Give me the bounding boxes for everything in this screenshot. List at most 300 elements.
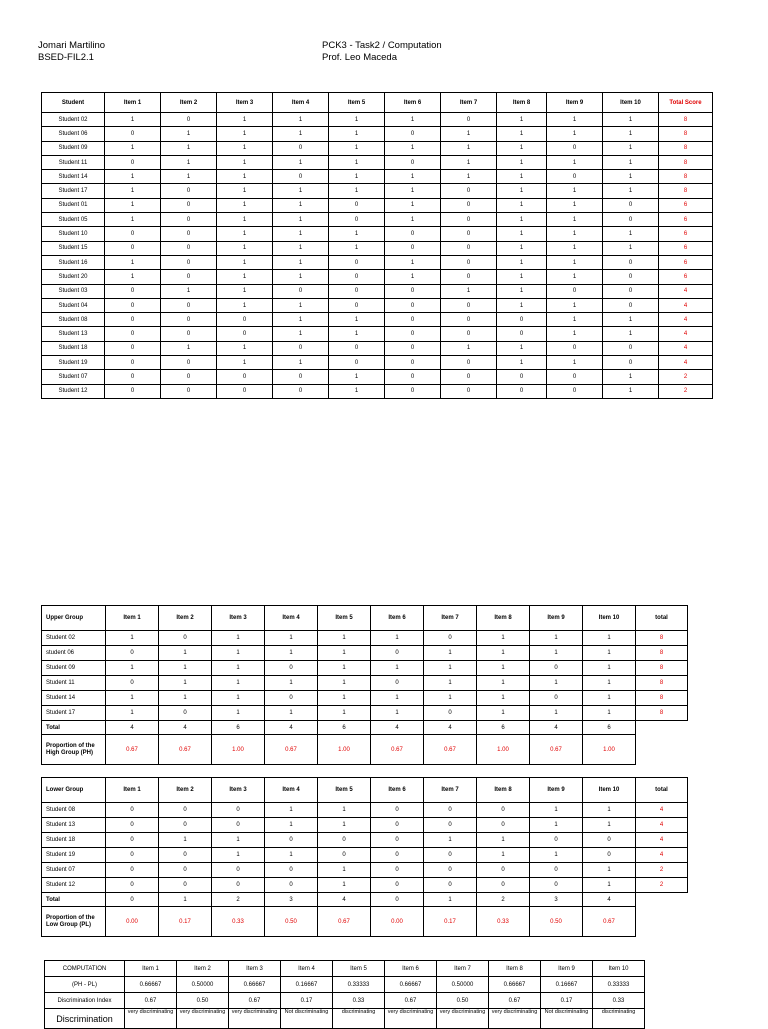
- score-cell: 1: [265, 631, 318, 646]
- table-row: [42, 198, 713, 212]
- value-cell: 0.33333: [593, 977, 645, 993]
- proportion-cell: 0.67: [318, 907, 371, 937]
- table-row: [42, 863, 688, 878]
- score-cell: 0: [161, 113, 217, 127]
- index-row: [45, 993, 645, 1009]
- proportion-cell: 0.67: [265, 735, 318, 765]
- score-cell: 0: [441, 213, 497, 227]
- score-cell: 1: [583, 863, 636, 878]
- score-cell: 1: [105, 213, 161, 227]
- score-cell: 1: [603, 227, 659, 241]
- diff-row: [45, 977, 645, 993]
- score-cell: 1: [273, 241, 329, 255]
- score-cell: 0: [441, 184, 497, 198]
- student-cell: Student 18: [42, 833, 106, 848]
- score-cell: 1: [318, 646, 371, 661]
- score-cell: 1: [547, 155, 603, 169]
- table-row: [42, 848, 688, 863]
- score-cell: 1: [273, 227, 329, 241]
- score-cell: 1: [583, 818, 636, 833]
- score-cell: 1: [217, 155, 273, 169]
- score-cell: 1: [105, 184, 161, 198]
- total-cell: 4: [583, 893, 636, 907]
- score-cell: 0: [424, 818, 477, 833]
- score-cell: 1: [217, 298, 273, 312]
- score-cell: 1: [318, 706, 371, 721]
- score-cell: 1: [477, 631, 530, 646]
- score-cell: 1: [547, 213, 603, 227]
- value-cell: very discriminating: [489, 1009, 541, 1029]
- score-cell: 0: [385, 284, 441, 298]
- student-cell: Student 11: [42, 155, 105, 169]
- score-cell: 0: [105, 341, 161, 355]
- column-header: Item 5: [318, 606, 371, 631]
- table-row: [42, 646, 688, 661]
- score-cell: 8: [659, 184, 713, 198]
- score-cell: 0: [371, 676, 424, 691]
- value-cell: very discriminating: [177, 1009, 229, 1029]
- score-cell: 0: [329, 341, 385, 355]
- score-cell: 6: [659, 241, 713, 255]
- score-cell: 1: [161, 141, 217, 155]
- task-title: PCK3 - Task2 / Computation: [322, 40, 442, 51]
- score-cell: 0: [424, 878, 477, 893]
- row-label: (PH - PL): [45, 977, 125, 993]
- score-cell: 0: [265, 878, 318, 893]
- student-cell: Student 20: [42, 270, 105, 284]
- score-cell: 0: [441, 356, 497, 370]
- column-header: Item 6: [371, 778, 424, 803]
- score-cell: 1: [603, 370, 659, 384]
- table-row: [42, 113, 713, 127]
- score-cell: 1: [217, 198, 273, 212]
- score-cell: 1: [603, 127, 659, 141]
- score-cell: 1: [318, 676, 371, 691]
- score-cell: 1: [217, 184, 273, 198]
- score-cell: 0: [217, 384, 273, 398]
- score-cell: 1: [273, 298, 329, 312]
- score-cell: 1: [385, 270, 441, 284]
- table-row: [42, 227, 713, 241]
- student-cell: Student 13: [42, 818, 106, 833]
- score-cell: 0: [603, 198, 659, 212]
- score-cell: 0: [441, 255, 497, 269]
- total-cell: 6: [212, 721, 265, 735]
- score-cell: 1: [385, 184, 441, 198]
- score-cell: 1: [497, 213, 547, 227]
- score-cell: 1: [329, 113, 385, 127]
- score-cell: 1: [159, 691, 212, 706]
- score-cell: 1: [603, 184, 659, 198]
- score-cell: 0: [371, 818, 424, 833]
- student-cell: Student 10: [42, 227, 105, 241]
- score-cell: 1: [547, 198, 603, 212]
- score-cell: 4: [659, 356, 713, 370]
- score-cell: 1: [329, 184, 385, 198]
- score-cell: 0: [497, 370, 547, 384]
- score-cell: 0: [105, 384, 161, 398]
- column-header: Item 8: [489, 961, 541, 977]
- total-cell: 1: [159, 893, 212, 907]
- student-cell: Student 17: [42, 184, 105, 198]
- score-cell: 1: [159, 833, 212, 848]
- score-cell: 1: [212, 848, 265, 863]
- score-cell: 1: [371, 631, 424, 646]
- score-cell: 0: [530, 691, 583, 706]
- score-cell: 1: [603, 170, 659, 184]
- score-cell: 8: [659, 170, 713, 184]
- student-cell: Student 14: [42, 170, 105, 184]
- column-header: Item 10: [583, 778, 636, 803]
- value-cell: very discriminating: [437, 1009, 489, 1029]
- score-cell: 1: [497, 127, 547, 141]
- score-cell: 1: [583, 676, 636, 691]
- score-cell: 1: [105, 270, 161, 284]
- student-cell: Student 12: [42, 878, 106, 893]
- score-cell: 4: [659, 298, 713, 312]
- student-cell: Student 06: [42, 127, 105, 141]
- column-header: Item 4: [265, 606, 318, 631]
- score-cell: 1: [603, 384, 659, 398]
- score-cell: 1: [371, 691, 424, 706]
- column-header: Item 9: [547, 93, 603, 113]
- score-cell: 6: [659, 270, 713, 284]
- score-cell: 0: [441, 227, 497, 241]
- proportion-label: Proportion of the Low Group (PL): [42, 907, 106, 937]
- score-cell: 1: [530, 818, 583, 833]
- score-cell: 0: [106, 803, 159, 818]
- score-cell: 1: [106, 631, 159, 646]
- score-cell: 1: [530, 676, 583, 691]
- score-cell: 0: [385, 356, 441, 370]
- score-cell: 1: [273, 270, 329, 284]
- score-cell: 1: [161, 170, 217, 184]
- score-cell: 0: [329, 270, 385, 284]
- score-cell: 0: [217, 370, 273, 384]
- score-cell: 1: [371, 706, 424, 721]
- score-cell: 1: [497, 341, 547, 355]
- total-cell: 4: [318, 893, 371, 907]
- score-cell: 1: [217, 170, 273, 184]
- score-cell: 1: [603, 155, 659, 169]
- column-header: Lower Group: [42, 778, 106, 803]
- score-cell: 0: [106, 833, 159, 848]
- column-header: Item 5: [329, 93, 385, 113]
- column-header: Item 4: [273, 93, 329, 113]
- student-cell: Student 03: [42, 284, 105, 298]
- score-cell: 1: [497, 270, 547, 284]
- score-cell: 0: [273, 141, 329, 155]
- score-cell: 1: [265, 676, 318, 691]
- score-cell: 8: [636, 676, 688, 691]
- score-cell: 1: [530, 848, 583, 863]
- score-cell: 1: [217, 270, 273, 284]
- score-cell: 1: [477, 646, 530, 661]
- score-cell: 1: [603, 241, 659, 255]
- value-cell: 0.67: [125, 993, 177, 1009]
- score-cell: 1: [105, 198, 161, 212]
- table-row: [42, 284, 713, 298]
- proportion-cell: 1.00: [318, 735, 371, 765]
- score-cell: 4: [636, 848, 688, 863]
- value-cell: 0.16667: [541, 977, 593, 993]
- column-header: Item 8: [477, 606, 530, 631]
- upper-group-table: [41, 605, 688, 765]
- score-cell: 0: [159, 631, 212, 646]
- score-cell: 1: [159, 646, 212, 661]
- score-cell: 0: [441, 298, 497, 312]
- score-cell: 1: [212, 661, 265, 676]
- score-cell: 1: [583, 691, 636, 706]
- score-cell: 0: [105, 284, 161, 298]
- score-cell: 0: [318, 848, 371, 863]
- value-cell: 0.16667: [281, 977, 333, 993]
- student-cell: Student 16: [42, 255, 105, 269]
- author-section: BSED-FIL2.1: [38, 52, 94, 63]
- score-cell: 8: [636, 706, 688, 721]
- value-cell: discriminating: [333, 1009, 385, 1029]
- score-cell: 1: [217, 227, 273, 241]
- score-cell: 0: [530, 833, 583, 848]
- score-cell: 0: [159, 863, 212, 878]
- score-cell: 1: [583, 631, 636, 646]
- score-cell: 1: [441, 127, 497, 141]
- score-cell: 0: [161, 298, 217, 312]
- score-cell: 1: [217, 241, 273, 255]
- score-cell: 1: [217, 356, 273, 370]
- column-header: Item 5: [333, 961, 385, 977]
- total-cell: 3: [265, 893, 318, 907]
- total-cell: 4: [106, 721, 159, 735]
- score-cell: 1: [424, 691, 477, 706]
- student-cell: Student 18: [42, 341, 105, 355]
- score-cell: 1: [212, 833, 265, 848]
- score-cell: 0: [603, 213, 659, 227]
- score-cell: 0: [603, 341, 659, 355]
- value-cell: Not discriminating: [541, 1009, 593, 1029]
- score-cell: 1: [273, 213, 329, 227]
- score-cell: 0: [212, 863, 265, 878]
- score-cell: 1: [497, 227, 547, 241]
- score-cell: 2: [636, 878, 688, 893]
- score-cell: 1: [318, 818, 371, 833]
- proportion-cell: 0.50: [265, 907, 318, 937]
- score-cell: 1: [547, 113, 603, 127]
- column-header: Item 6: [371, 606, 424, 631]
- student-cell: Student 02: [42, 113, 105, 127]
- score-cell: 0: [212, 803, 265, 818]
- score-cell: 0: [547, 384, 603, 398]
- proportion-cell: 0.33: [477, 907, 530, 937]
- score-cell: 0: [424, 631, 477, 646]
- column-header: Item 1: [125, 961, 177, 977]
- score-cell: 0: [603, 356, 659, 370]
- score-cell: 4: [636, 833, 688, 848]
- score-cell: 0: [106, 863, 159, 878]
- total-cell: 1: [424, 893, 477, 907]
- score-cell: 0: [441, 113, 497, 127]
- total-cell: 6: [477, 721, 530, 735]
- score-cell: 1: [385, 141, 441, 155]
- score-cell: 0: [497, 384, 547, 398]
- score-cell: 1: [603, 313, 659, 327]
- column-header: Item 8: [477, 778, 530, 803]
- table-row: [42, 631, 688, 646]
- column-header: Item 10: [593, 961, 645, 977]
- score-cell: 1: [603, 141, 659, 155]
- score-cell: 0: [477, 863, 530, 878]
- score-cell: 1: [217, 284, 273, 298]
- score-cell: 6: [659, 255, 713, 269]
- score-cell: 8: [636, 691, 688, 706]
- score-cell: 1: [547, 255, 603, 269]
- table-row: [42, 213, 713, 227]
- column-header: Item 2: [159, 606, 212, 631]
- score-cell: 1: [547, 127, 603, 141]
- score-cell: 0: [583, 833, 636, 848]
- score-cell: 1: [547, 270, 603, 284]
- header-row: [45, 961, 645, 977]
- score-cell: 1: [318, 631, 371, 646]
- score-cell: 0: [385, 127, 441, 141]
- table-row: [42, 818, 688, 833]
- score-cell: 1: [530, 631, 583, 646]
- score-cell: 1: [441, 341, 497, 355]
- score-cell: 0: [329, 255, 385, 269]
- score-cell: 1: [547, 327, 603, 341]
- score-cell: 0: [441, 370, 497, 384]
- score-cell: 0: [497, 327, 547, 341]
- professor-name: Prof. Leo Maceda: [322, 52, 397, 63]
- score-cell: 1: [212, 646, 265, 661]
- score-cell: 1: [273, 313, 329, 327]
- score-cell: 0: [371, 646, 424, 661]
- score-cell: 1: [497, 255, 547, 269]
- score-cell: 1: [329, 170, 385, 184]
- student-cell: Student 13: [42, 327, 105, 341]
- score-cell: 0: [161, 255, 217, 269]
- column-header: Item 6: [385, 93, 441, 113]
- column-header: Item 1: [106, 606, 159, 631]
- column-header: Item 9: [541, 961, 593, 977]
- score-cell: 0: [441, 327, 497, 341]
- proportion-cell: 0.67: [530, 735, 583, 765]
- score-cell: 0: [273, 370, 329, 384]
- score-cell: 0: [273, 384, 329, 398]
- score-cell: 1: [547, 241, 603, 255]
- student-cell: Student 01: [42, 198, 105, 212]
- score-cell: 0: [385, 241, 441, 255]
- total-cell: 6: [318, 721, 371, 735]
- score-cell: 1: [603, 113, 659, 127]
- value-cell: 0.66667: [385, 977, 437, 993]
- value-cell: 0.66667: [125, 977, 177, 993]
- score-cell: 1: [497, 155, 547, 169]
- student-cell: Student 02: [42, 631, 106, 646]
- column-header: Item 7: [424, 606, 477, 631]
- score-cell: 1: [159, 676, 212, 691]
- score-cell: 1: [105, 170, 161, 184]
- total-cell: 4: [265, 721, 318, 735]
- table-row: [42, 141, 713, 155]
- score-cell: 1: [161, 284, 217, 298]
- table-row: [42, 127, 713, 141]
- score-cell: 0: [385, 341, 441, 355]
- score-cell: 1: [385, 255, 441, 269]
- score-cell: 1: [273, 198, 329, 212]
- score-cell: 1: [477, 676, 530, 691]
- scores-table: [41, 92, 713, 399]
- score-cell: 1: [329, 141, 385, 155]
- score-cell: 0: [477, 878, 530, 893]
- score-cell: 0: [105, 155, 161, 169]
- student-cell: Student 09: [42, 141, 105, 155]
- score-cell: 1: [477, 661, 530, 676]
- score-cell: 0: [441, 270, 497, 284]
- total-cell: 4: [159, 721, 212, 735]
- student-cell: Student 15: [42, 241, 105, 255]
- score-cell: 1: [265, 803, 318, 818]
- score-cell: 1: [212, 706, 265, 721]
- value-cell: 0.33333: [333, 977, 385, 993]
- column-header: Item 8: [497, 93, 547, 113]
- score-cell: 1: [583, 661, 636, 676]
- score-cell: 1: [477, 848, 530, 863]
- table-row: [42, 327, 713, 341]
- score-cell: 0: [159, 818, 212, 833]
- student-cell: Student 12: [42, 384, 105, 398]
- score-cell: 0: [106, 676, 159, 691]
- computation-table: [44, 960, 645, 1029]
- column-header: Item 2: [159, 778, 212, 803]
- proportion-cell: 0.67: [424, 735, 477, 765]
- total-cell: 3: [530, 893, 583, 907]
- score-cell: 1: [477, 706, 530, 721]
- score-cell: 0: [105, 313, 161, 327]
- column-header: Item 2: [161, 93, 217, 113]
- score-cell: 8: [659, 141, 713, 155]
- lower-group-table: [41, 777, 688, 937]
- score-cell: 8: [659, 127, 713, 141]
- score-cell: 0: [441, 384, 497, 398]
- score-cell: 0: [161, 241, 217, 255]
- proportion-cell: 0.00: [371, 907, 424, 937]
- row-label: Discrimination Index: [45, 993, 125, 1009]
- score-cell: 1: [217, 141, 273, 155]
- student-cell: Student 08: [42, 313, 105, 327]
- score-cell: 0: [273, 284, 329, 298]
- column-header: Item 1: [105, 93, 161, 113]
- score-cell: 8: [659, 155, 713, 169]
- column-header: Item 3: [229, 961, 281, 977]
- score-cell: 0: [547, 284, 603, 298]
- score-cell: 1: [371, 661, 424, 676]
- table-row: [42, 706, 688, 721]
- table-row: [42, 803, 688, 818]
- score-cell: 1: [318, 803, 371, 818]
- score-cell: 0: [318, 833, 371, 848]
- table-row: [42, 370, 713, 384]
- score-cell: 0: [371, 848, 424, 863]
- score-cell: 1: [329, 384, 385, 398]
- score-cell: 1: [497, 198, 547, 212]
- score-cell: 0: [161, 227, 217, 241]
- score-cell: 0: [385, 313, 441, 327]
- score-cell: 1: [530, 646, 583, 661]
- score-cell: 0: [105, 241, 161, 255]
- score-cell: 0: [105, 127, 161, 141]
- score-cell: 0: [603, 298, 659, 312]
